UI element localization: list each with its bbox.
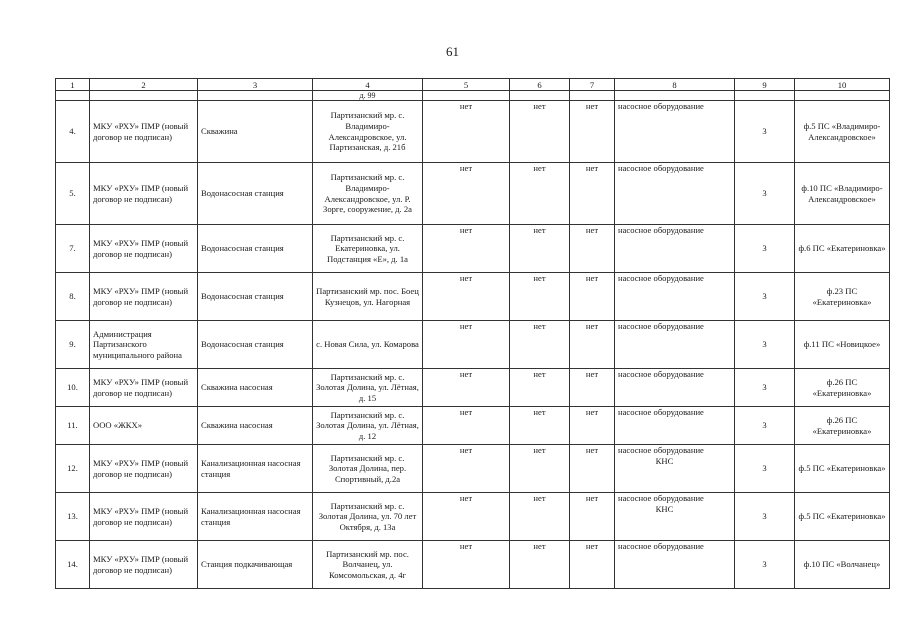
column-header: 8 <box>615 79 735 91</box>
address-cell: Партизанский мр. с. Золотая Долина, ул. Лётная, д. 15 <box>313 369 423 407</box>
equipment-cell <box>615 445 735 493</box>
col6-cell: нет <box>510 369 570 407</box>
address-cell: Партизанский мр. с. Золотая Долина, ул. 70 лет Октября, д. 13а <box>313 493 423 541</box>
owner-cell: МКУ «РХУ» ПМР (новый договор не подписан) <box>90 163 198 225</box>
table-row <box>56 273 890 321</box>
col5-cell: нет <box>423 493 510 541</box>
owner-cell: МКУ «РХУ» ПМР (новый договор не подписан) <box>90 445 198 493</box>
address-cell: Партизанский мр. с. Золотая Долина, ул. Лётная, д. 12 <box>313 407 423 445</box>
owner-cell: МКУ «РХУ» ПМР (новый договор не подписан) <box>90 225 198 273</box>
col5-cell: нет <box>423 225 510 273</box>
col5-cell: нет <box>423 101 510 163</box>
col7-cell: нет <box>570 541 615 589</box>
facility-type-cell: Канализационная насосная станция <box>198 493 313 541</box>
address-cell: Партизанский мр. с. Владимиро-Александровское, ул. Партизанская, д. 21б <box>313 101 423 163</box>
count-cell: 3 <box>735 163 795 225</box>
equipment-cell <box>615 273 735 321</box>
facility-type-cell: Водонасосная станция <box>198 225 313 273</box>
equipment-label: насосное оборудование <box>618 273 704 283</box>
col6-cell: нет <box>510 163 570 225</box>
col7-cell: нет <box>570 273 615 321</box>
table-row <box>56 225 890 273</box>
equipment-sub-label: КНС <box>655 503 674 514</box>
col5-cell: нет <box>423 273 510 321</box>
column-header: 10 <box>795 79 890 91</box>
col7-cell: нет <box>570 369 615 407</box>
col5-cell: нет <box>423 445 510 493</box>
column-header: 7 <box>570 79 615 91</box>
col6-cell: нет <box>510 407 570 445</box>
count-cell: 3 <box>735 225 795 273</box>
col7-cell: нет <box>570 101 615 163</box>
col5-cell: нет <box>423 321 510 369</box>
count-cell: 3 <box>735 273 795 321</box>
equipment-cell <box>615 541 735 589</box>
table-row <box>56 493 890 541</box>
feeder-cell: ф.5 ПС «Екатериновка» <box>795 493 890 541</box>
column-header: 2 <box>90 79 198 91</box>
row-number: 13. <box>56 493 90 541</box>
column-header: 9 <box>735 79 795 91</box>
equipment-cell <box>615 163 735 225</box>
facility-type-cell: Скважина насосная <box>198 407 313 445</box>
row-number: 4. <box>56 101 90 163</box>
owner-cell: Администрация Партизанского муниципального района <box>90 321 198 369</box>
col7-cell: нет <box>570 445 615 493</box>
col6-cell: нет <box>510 273 570 321</box>
row-number: 8. <box>56 273 90 321</box>
column-header: 3 <box>198 79 313 91</box>
facility-type-cell: Водонасосная станция <box>198 273 313 321</box>
feeder-cell: ф.23 ПС «Екатериновка» <box>795 273 890 321</box>
count-cell: 3 <box>735 541 795 589</box>
owner-cell: МКУ «РХУ» ПМР (новый договор не подписан) <box>90 369 198 407</box>
table-row <box>56 101 890 163</box>
count-cell: 3 <box>735 407 795 445</box>
facility-type-cell: Скважина насосная <box>198 369 313 407</box>
feeder-cell: ф.26 ПС «Екатериновка» <box>795 369 890 407</box>
col5-cell: нет <box>423 163 510 225</box>
address-cell: д. 99 <box>313 91 423 101</box>
count-cell: 3 <box>735 369 795 407</box>
column-header: 5 <box>423 79 510 91</box>
equipment-label: насосное оборудование <box>618 163 704 173</box>
col6-cell: нет <box>510 101 570 163</box>
feeder-cell: ф.5 ПС «Владимиро-Александровское» <box>795 101 890 163</box>
address-cell: с. Новая Сила, ул. Комарова <box>313 321 423 369</box>
col5-cell: нет <box>423 541 510 589</box>
facility-type-cell: Станция подкачивающая <box>198 541 313 589</box>
count-cell: 3 <box>735 321 795 369</box>
equipment-cell <box>615 407 735 445</box>
equipment-label: насосное оборудование <box>618 493 704 503</box>
equipment-label: насосное оборудование <box>618 445 704 455</box>
count-cell: 3 <box>735 445 795 493</box>
column-header: 4 <box>313 79 423 91</box>
equipment-cell <box>615 369 735 407</box>
equipment-label: насосное оборудование <box>618 369 704 379</box>
col6-cell: нет <box>510 225 570 273</box>
equipment-table <box>55 78 890 589</box>
table-row <box>56 541 890 589</box>
col6-cell: нет <box>510 321 570 369</box>
table-row <box>56 445 890 493</box>
col7-cell: нет <box>570 493 615 541</box>
facility-type-cell: Водонасосная станция <box>198 321 313 369</box>
table-row <box>56 321 890 369</box>
address-cell: Партизанский мр. с. Золотая Долина, пер. Спортивный, д.2а <box>313 445 423 493</box>
facility-type-cell: Канализационная насосная станция <box>198 445 313 493</box>
equipment-label: насосное оборудование <box>618 321 704 331</box>
col5-cell: нет <box>423 407 510 445</box>
table-row <box>56 369 890 407</box>
count-cell: 3 <box>735 101 795 163</box>
feeder-cell: ф.10 ПС «Владимиро-Александровское» <box>795 163 890 225</box>
address-cell: Партизанский мр. пос. Боец Кузнецов, ул. Нагорная <box>313 273 423 321</box>
address-cell: Партизанский мр. с. Владимиро-Александровское, ул. Р. Зорге, сооружение, д. 2а <box>313 163 423 225</box>
table-row <box>56 407 890 445</box>
row-number: 10. <box>56 369 90 407</box>
page-number: 61 <box>446 44 459 59</box>
col5-cell: нет <box>423 369 510 407</box>
equipment-label: насосное оборудование <box>618 407 704 417</box>
col6-cell: нет <box>510 541 570 589</box>
row-number: 11. <box>56 407 90 445</box>
owner-cell: МКУ «РХУ» ПМР (новый договор не подписан) <box>90 493 198 541</box>
col7-cell: нет <box>570 321 615 369</box>
feeder-cell: ф.26 ПС «Екатериновка» <box>795 407 890 445</box>
col7-cell: нет <box>570 407 615 445</box>
count-cell: 3 <box>735 493 795 541</box>
feeder-cell: ф.11 ПС «Новицкое» <box>795 321 890 369</box>
feeder-cell: ф.5 ПС «Екатериновка» <box>795 445 890 493</box>
feeder-cell: ф.6 ПС «Екатериновка» <box>795 225 890 273</box>
continuation-row <box>56 91 890 101</box>
owner-cell: ООО «ЖКХ» <box>90 407 198 445</box>
row-number: 12. <box>56 445 90 493</box>
equipment-cell <box>615 493 735 541</box>
col6-cell: нет <box>510 493 570 541</box>
equipment-cell <box>615 321 735 369</box>
equipment-cell <box>615 225 735 273</box>
col7-cell: нет <box>570 163 615 225</box>
address-cell: Партизанский мр. с. Екатериновка, ул. Подстанция «Е», д. 1а <box>313 225 423 273</box>
row-number: 5. <box>56 163 90 225</box>
owner-cell: МКУ «РХУ» ПМР (новый договор не подписан) <box>90 101 198 163</box>
facility-type-cell: Скважина <box>198 101 313 163</box>
row-number: 7. <box>56 225 90 273</box>
owner-cell: МКУ «РХУ» ПМР (новый договор не подписан) <box>90 541 198 589</box>
equipment-label: насосное оборудование <box>618 101 704 111</box>
row-number: 9. <box>56 321 90 369</box>
table-row <box>56 163 890 225</box>
address-cell: Партизанский мр. пос. Волчанец, ул. Комсомольская, д. 4г <box>313 541 423 589</box>
equipment-label: насосное оборудование <box>618 541 704 551</box>
row-number: 14. <box>56 541 90 589</box>
header-row <box>56 79 890 91</box>
col7-cell: нет <box>570 225 615 273</box>
feeder-cell: ф.10 ПС «Волчанец» <box>795 541 890 589</box>
equipment-label: насосное оборудование <box>618 225 704 235</box>
equipment-sub-label: КНС <box>655 455 674 466</box>
equipment-cell <box>615 101 735 163</box>
owner-cell: МКУ «РХУ» ПМР (новый договор не подписан) <box>90 273 198 321</box>
facility-type-cell: Водонасосная станция <box>198 163 313 225</box>
column-header: 6 <box>510 79 570 91</box>
column-header: 1 <box>56 79 90 91</box>
col6-cell: нет <box>510 445 570 493</box>
